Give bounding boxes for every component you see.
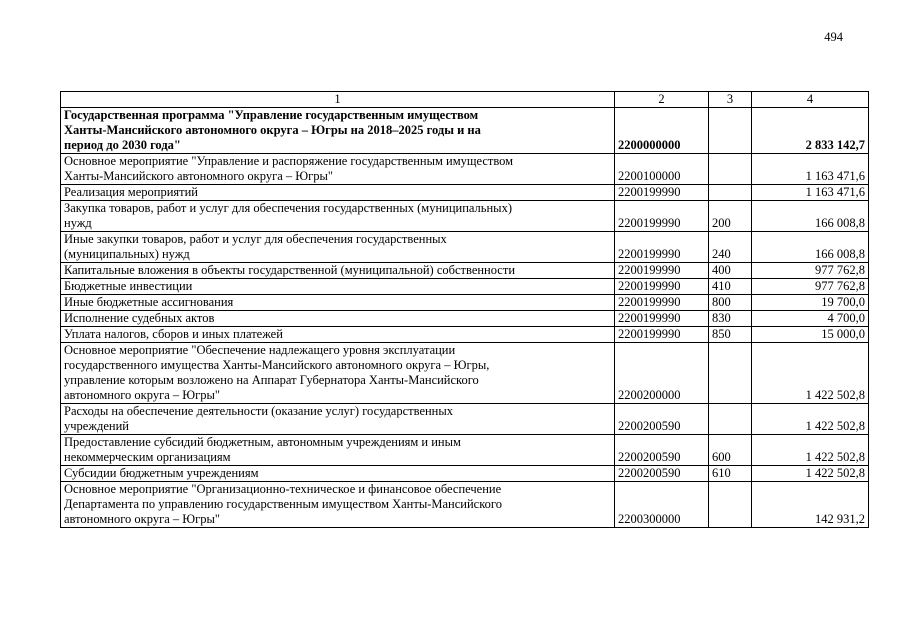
row-name <box>61 435 615 466</box>
row-name-line: Основное мероприятие "Организационно-техническое и финансовое обеспечение <box>64 482 502 496</box>
row-code: 2200199990 <box>615 201 709 232</box>
row-name-line: автономного округа – Югры" <box>64 388 220 402</box>
row-name <box>61 311 615 327</box>
row-name-line: Предоставление субсидий бюджетным, автономным учреждениям и иным <box>64 435 461 449</box>
table-row <box>61 482 869 528</box>
row-amount: 1 163 471,6 <box>752 185 869 201</box>
row-expense-type: 830 <box>709 311 752 327</box>
row-name <box>61 327 615 343</box>
table-row <box>61 404 869 435</box>
row-name-line: Ханты-Мансийского автономного округа – Югры на 2018–2025 годы и на <box>64 123 481 137</box>
column-number-3: 3 <box>709 92 752 108</box>
table-row <box>61 327 869 343</box>
column-number-2: 2 <box>615 92 709 108</box>
row-name <box>61 185 615 201</box>
row-expense-type <box>709 343 752 404</box>
row-name-line: Государственная программа "Управление государственным имуществом <box>64 108 479 122</box>
row-expense-type: 800 <box>709 295 752 311</box>
row-name <box>61 482 615 528</box>
row-name-line: некоммерческим организациям <box>64 450 231 464</box>
table-row <box>61 466 869 482</box>
column-number-1: 1 <box>61 92 615 108</box>
page-number: 494 <box>824 30 843 44</box>
budget-table-body <box>61 108 869 528</box>
row-expense-type: 600 <box>709 435 752 466</box>
row-expense-type <box>709 108 752 154</box>
row-code: 2200199990 <box>615 327 709 343</box>
row-name <box>61 232 615 263</box>
row-code: 2200200590 <box>615 466 709 482</box>
row-name <box>61 154 615 185</box>
budget-table <box>60 91 869 528</box>
row-expense-type <box>709 185 752 201</box>
table-row <box>61 295 869 311</box>
row-name-line: управление которым возложено на Аппарат Губернатора Ханты-Мансийского <box>64 373 479 387</box>
table-row <box>61 311 869 327</box>
row-name <box>61 295 615 311</box>
row-code: 2200199990 <box>615 295 709 311</box>
row-name-line: Субсидии бюджетным учреждениям <box>64 466 259 480</box>
row-amount: 19 700,0 <box>752 295 869 311</box>
row-amount: 1 422 502,8 <box>752 466 869 482</box>
row-name-line: автономного округа – Югры" <box>64 512 220 526</box>
row-expense-type <box>709 154 752 185</box>
row-amount: 4 700,0 <box>752 311 869 327</box>
row-name-line: Исполнение судебных актов <box>64 311 215 325</box>
row-name <box>61 263 615 279</box>
row-name-line: Закупка товаров, работ и услуг для обеспечения государственных (муниципальных) <box>64 201 512 215</box>
row-name-line: Ханты-Мансийского автономного округа – Югры" <box>64 169 333 183</box>
row-name-line: нужд <box>64 216 92 230</box>
row-code: 2200200000 <box>615 343 709 404</box>
row-expense-type: 610 <box>709 466 752 482</box>
row-expense-type: 240 <box>709 232 752 263</box>
row-amount: 166 008,8 <box>752 201 869 232</box>
row-name-line: Капитальные вложения в объекты государственной (муниципальной) собственности <box>64 263 516 277</box>
row-expense-type: 400 <box>709 263 752 279</box>
row-amount: 977 762,8 <box>752 263 869 279</box>
row-name <box>61 466 615 482</box>
row-expense-type <box>709 482 752 528</box>
row-code: 2200199990 <box>615 263 709 279</box>
row-amount: 2 833 142,7 <box>752 108 869 154</box>
row-name-line: Иные закупки товаров, работ и услуг для обеспечения государственных <box>64 232 447 246</box>
column-number-4: 4 <box>752 92 869 108</box>
row-code: 2200300000 <box>615 482 709 528</box>
table-row <box>61 154 869 185</box>
row-expense-type: 410 <box>709 279 752 295</box>
table-row <box>61 185 869 201</box>
table-row <box>61 435 869 466</box>
row-name-line: государственного имущества Ханты-Мансийского автономного округа – Югры, <box>64 358 490 372</box>
table-row <box>61 232 869 263</box>
row-name <box>61 343 615 404</box>
row-amount: 1 422 502,8 <box>752 343 869 404</box>
row-amount: 142 931,2 <box>752 482 869 528</box>
row-name <box>61 201 615 232</box>
row-code: 2200100000 <box>615 154 709 185</box>
column-number-row <box>61 92 869 108</box>
row-amount: 15 000,0 <box>752 327 869 343</box>
table-row <box>61 343 869 404</box>
row-code: 2200200590 <box>615 435 709 466</box>
row-name-line: учреждений <box>64 419 129 433</box>
row-amount: 1 163 471,6 <box>752 154 869 185</box>
row-amount: 166 008,8 <box>752 232 869 263</box>
row-code: 2200199990 <box>615 279 709 295</box>
row-name-line: Реализация мероприятий <box>64 185 198 199</box>
row-name-line: Иные бюджетные ассигнования <box>64 295 234 309</box>
row-name <box>61 108 615 154</box>
row-name-line: (муниципальных) нужд <box>64 247 190 261</box>
row-name-line: Уплата налогов, сборов и иных платежей <box>64 327 283 341</box>
row-name <box>61 404 615 435</box>
row-amount: 977 762,8 <box>752 279 869 295</box>
table-row <box>61 201 869 232</box>
row-code: 2200199990 <box>615 232 709 263</box>
row-name <box>61 279 615 295</box>
table-row <box>61 279 869 295</box>
row-expense-type <box>709 404 752 435</box>
row-name-line: Основное мероприятие "Обеспечение надлежащего уровня эксплуатации <box>64 343 456 357</box>
row-name-line: Департамента по управлению государственным имуществом Ханты-Мансийского <box>64 497 502 511</box>
row-amount: 1 422 502,8 <box>752 404 869 435</box>
row-expense-type: 200 <box>709 201 752 232</box>
row-name-line: Основное мероприятие "Управление и распоряжение государственным имуществом <box>64 154 514 168</box>
table-row <box>61 108 869 154</box>
row-code: 2200199990 <box>615 185 709 201</box>
row-name-line: Бюджетные инвестиции <box>64 279 193 293</box>
table-row <box>61 263 869 279</box>
row-code: 2200000000 <box>615 108 709 154</box>
row-name-line: период до 2030 года" <box>64 138 181 152</box>
row-code: 2200200590 <box>615 404 709 435</box>
row-expense-type: 850 <box>709 327 752 343</box>
row-name-line: Расходы на обеспечение деятельности (оказание услуг) государственных <box>64 404 454 418</box>
row-code: 2200199990 <box>615 311 709 327</box>
row-amount: 1 422 502,8 <box>752 435 869 466</box>
